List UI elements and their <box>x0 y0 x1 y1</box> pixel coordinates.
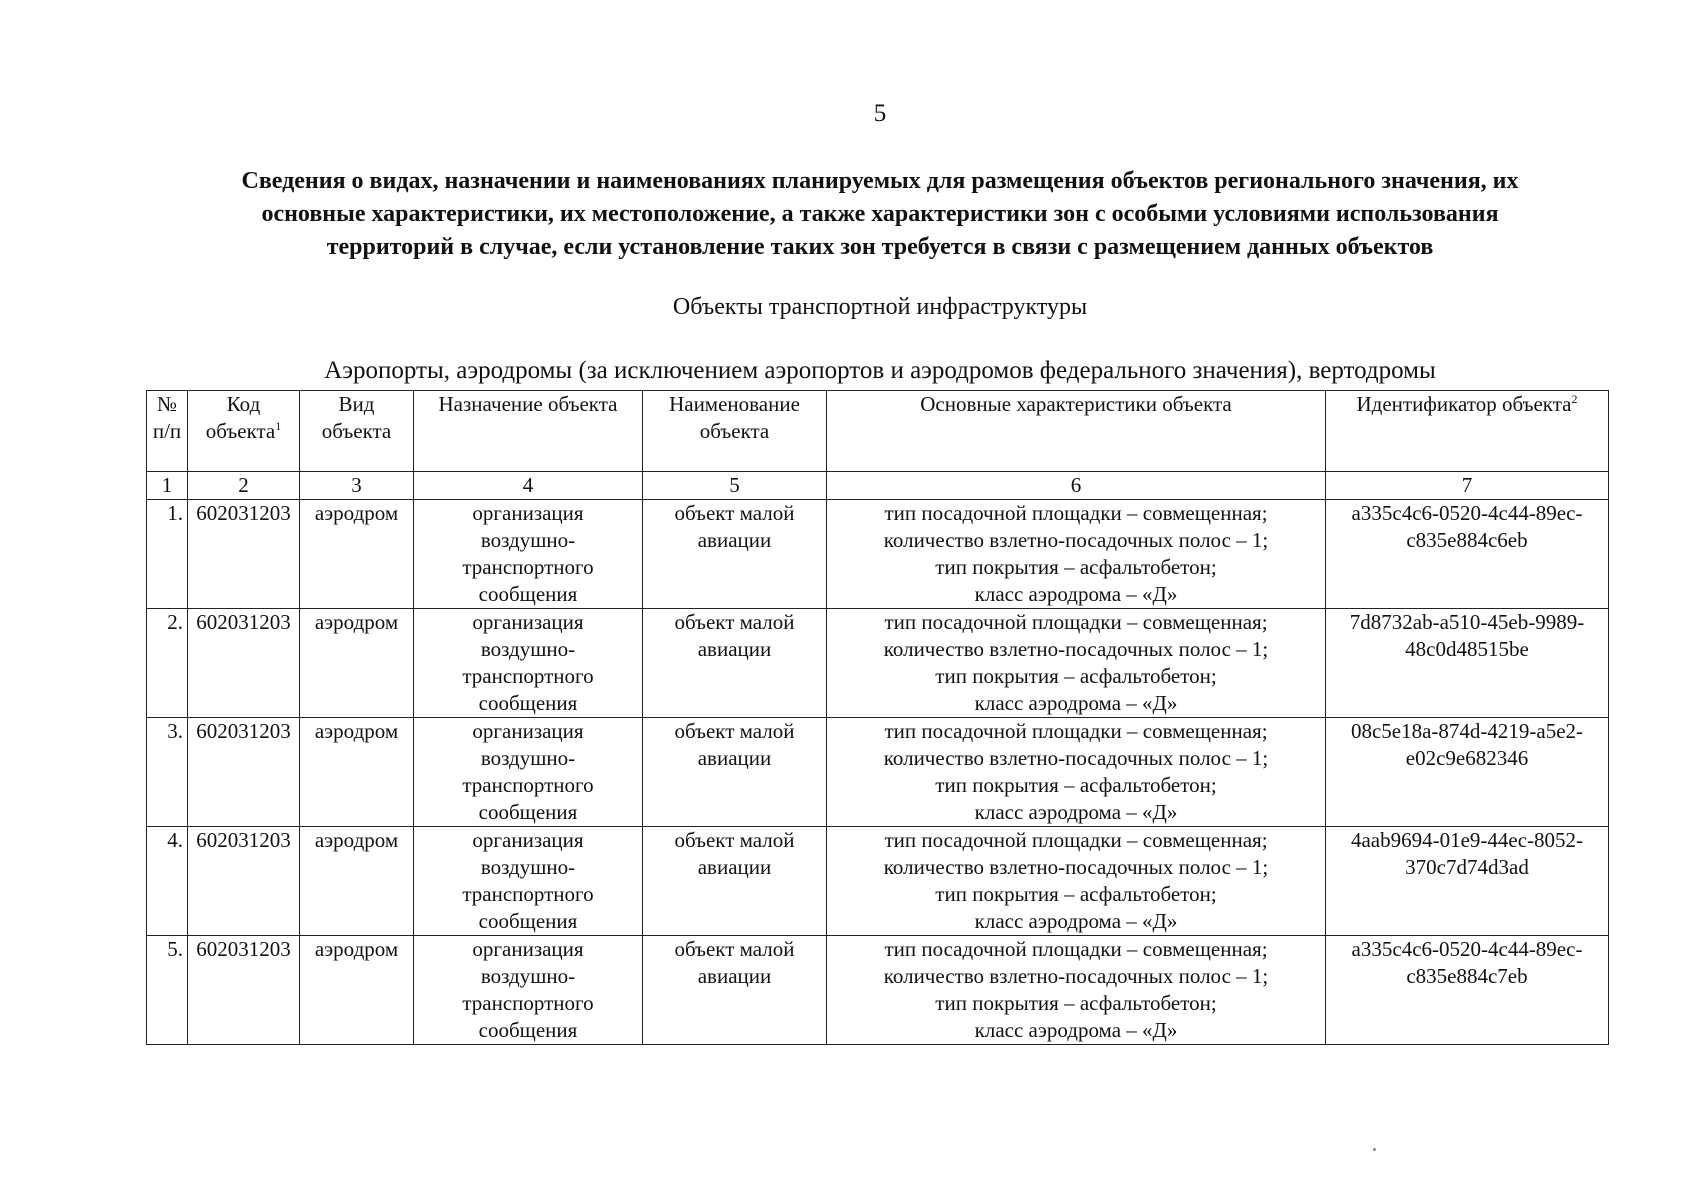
cell-name: объект малой авиации <box>643 936 827 1045</box>
column-number: 5 <box>643 472 827 500</box>
cell-characteristics: тип посадочной площадки – совмещенная; количество взлетно-посадочных полос – 1; тип покрытия – асфальтобетон; класс аэродрома – «Д» <box>827 827 1326 936</box>
cell-name: объект малой авиации <box>643 500 827 609</box>
header-num: № п/п <box>147 391 188 472</box>
cell-num: 2. <box>147 609 188 718</box>
column-number: 1 <box>147 472 188 500</box>
cell-kind: аэродром <box>300 500 414 609</box>
footnote-marker: 2 <box>1571 392 1578 406</box>
page-number: 5 <box>873 100 887 127</box>
cell-kind: аэродром <box>300 718 414 827</box>
cell-code: 602031203 <box>188 500 300 609</box>
header-identifier: Идентификатор объекта$^2$ <box>1326 391 1609 472</box>
cell-identifier: 7d8732ab-a510-45eb-9989- 48c0d48515be <box>1326 609 1609 718</box>
objects-table <box>146 390 1609 1045</box>
cell-name: объект малой авиации <box>643 718 827 827</box>
scan-speck <box>1373 1148 1376 1151</box>
column-number: 2 <box>188 472 300 500</box>
cell-kind: аэродром <box>300 609 414 718</box>
cell-code: 602031203 <box>188 827 300 936</box>
cell-num: 4. <box>147 827 188 936</box>
title-line: основные характеристики, их местоположение, а также характеристики зон с особыми условиями использования <box>261 201 1499 227</box>
header-purpose: Назначение объекта <box>414 391 643 472</box>
column-number: 6 <box>827 472 1326 500</box>
cell-characteristics: тип посадочной площадки – совмещенная; количество взлетно-посадочных полос – 1; тип покрытия – асфальтобетон; класс аэродрома – «Д» <box>827 936 1326 1045</box>
header-characteristics: Основные характеристики объекта <box>827 391 1326 472</box>
cell-kind: аэродром <box>300 936 414 1045</box>
cell-num: 1. <box>147 500 188 609</box>
document-title <box>150 165 1610 264</box>
cell-characteristics: тип посадочной площадки – совмещенная; количество взлетно-посадочных полос – 1; тип покрытия – асфальтобетон; класс аэродрома – «Д» <box>827 500 1326 609</box>
table-row <box>147 609 1609 718</box>
column-numbers-row <box>147 472 1609 500</box>
footnote-marker: 1 <box>275 419 282 433</box>
cell-num: 3. <box>147 718 188 827</box>
cell-characteristics: тип посадочной площадки – совмещенная; количество взлетно-посадочных полос – 1; тип покрытия – асфальтобетон; класс аэродрома – «Д» <box>827 718 1326 827</box>
cell-code: 602031203 <box>188 936 300 1045</box>
table-row <box>147 718 1609 827</box>
cell-purpose: организация воздушно- транспортного сообщения <box>414 936 643 1045</box>
table-header-row <box>147 391 1609 472</box>
column-number: 3 <box>300 472 414 500</box>
subsection-title: Аэропорты, аэродромы (за исключением аэропортов и аэродромов федерального значения), вертодромы <box>324 357 1436 384</box>
cell-purpose: организация воздушно- транспортного сообщения <box>414 609 643 718</box>
column-number: 7 <box>1326 472 1609 500</box>
cell-purpose: организация воздушно- транспортного сообщения <box>414 827 643 936</box>
cell-purpose: организация воздушно- транспортного сообщения <box>414 718 643 827</box>
table-row <box>147 936 1609 1045</box>
header-code: Код объекта$^1$ <box>188 391 300 472</box>
column-number: 4 <box>414 472 643 500</box>
cell-identifier: 4aab9694-01e9-44ec-8052- 370c7d74d3ad <box>1326 827 1609 936</box>
table-row <box>147 827 1609 936</box>
cell-identifier: 08c5e18a-874d-4219-a5e2- e02c9e682346 <box>1326 718 1609 827</box>
table-row <box>147 500 1609 609</box>
cell-code: 602031203 <box>188 718 300 827</box>
title-line: Сведения о видах, назначении и наименованиях планируемых для размещения объектов регионального значения, их <box>241 168 1519 194</box>
cell-identifier: a335c4c6-0520-4c44-89ec- c835e884c7eb <box>1326 936 1609 1045</box>
header-kind: Вид объекта <box>300 391 414 472</box>
cell-identifier: a335c4c6-0520-4c44-89ec- c835e884c6eb <box>1326 500 1609 609</box>
section-title: Объекты транспортной инфраструктуры <box>672 294 1088 320</box>
cell-name: объект малой авиации <box>643 609 827 718</box>
cell-kind: аэродром <box>300 827 414 936</box>
cell-purpose: организация воздушно- транспортного сообщения <box>414 500 643 609</box>
cell-code: 602031203 <box>188 609 300 718</box>
header-name: Наименование объекта <box>643 391 827 472</box>
cell-name: объект малой авиации <box>643 827 827 936</box>
cell-characteristics: тип посадочной площадки – совмещенная; количество взлетно-посадочных полос – 1; тип покрытия – асфальтобетон; класс аэродрома – «Д» <box>827 609 1326 718</box>
cell-num: 5. <box>147 936 188 1045</box>
title-line: территорий в случае, если установление таких зон требуется в связи с размещением данных объектов <box>326 234 1434 260</box>
